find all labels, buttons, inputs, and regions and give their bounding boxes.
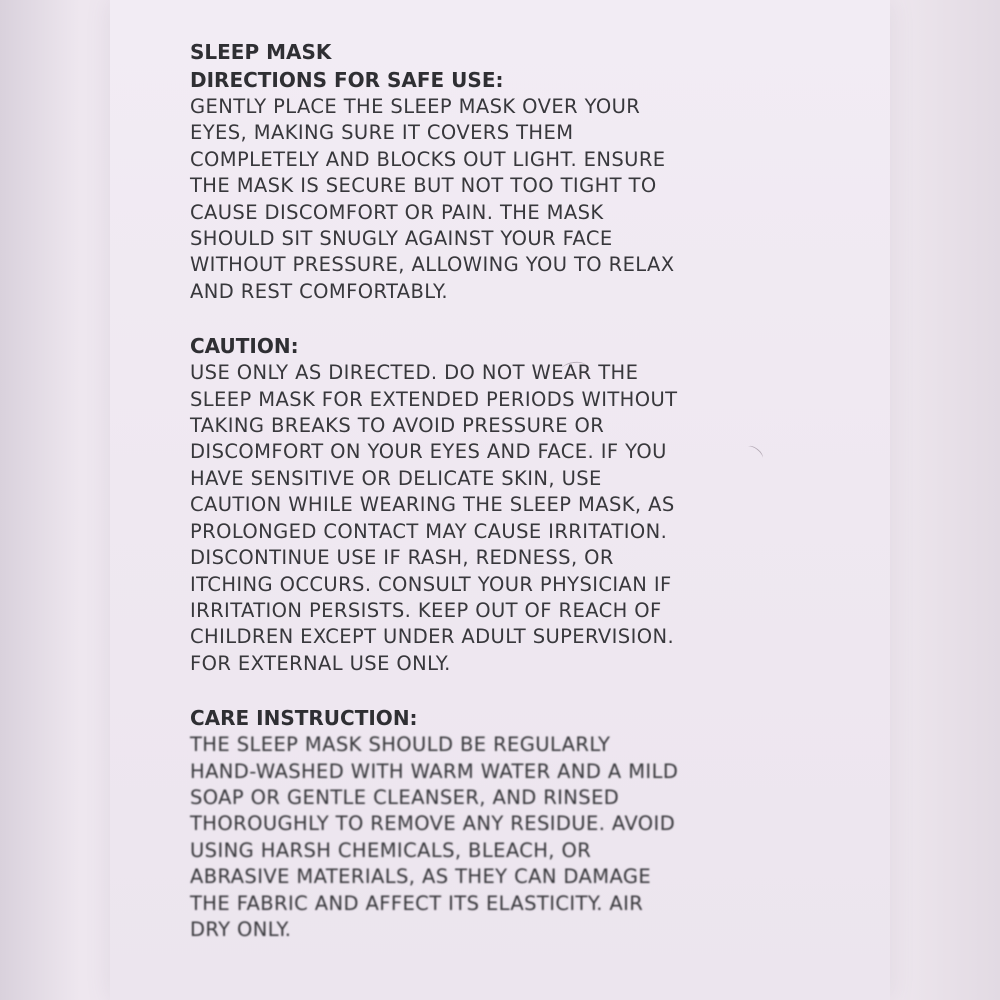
care-section	[190, 704, 830, 943]
caution-line: CHILDREN EXCEPT UNDER ADULT SUPERVISION.	[190, 625, 675, 649]
directions-line: WITHOUT PRESSURE, ALLOWING YOU TO RELAX	[190, 253, 675, 277]
instructions-content	[190, 38, 830, 943]
directions-section	[190, 66, 830, 305]
directions-line: EYES, MAKING SURE IT COVERS THEM	[190, 121, 574, 145]
directions-line: COMPLETELY AND BLOCKS OUT LIGHT. ENSURE	[190, 147, 666, 171]
caution-line: ITCHING OCCURS. CONSULT YOUR PHYSICIAN IF	[190, 572, 672, 596]
caution-line: IRRITATION PERSISTS. KEEP OUT OF REACH OF	[190, 598, 662, 622]
directions-line: GENTLY PLACE THE SLEEP MASK OVER YOUR	[190, 95, 641, 118]
care-line: THOROUGHLY TO REMOVE ANY RESIDUE. AVOID	[190, 812, 676, 836]
caution-line: TAKING BREAKS TO AVOID PRESSURE OR	[190, 414, 605, 438]
caution-heading: CAUTION:	[190, 334, 299, 359]
directions-line: SHOULD SIT SNUGLY AGAINST YOUR FACE	[190, 227, 613, 251]
care-line: THE SLEEP MASK SHOULD BE REGULARLY	[190, 733, 611, 757]
directions-line: AND REST COMFORTABLY.	[190, 279, 448, 303]
caution-line: USE ONLY AS DIRECTED. DO NOT WEAR THE	[190, 361, 639, 385]
caution-section	[190, 332, 830, 677]
care-line: ABRASIVE MATERIALS, AS THEY CAN DAMAGE	[190, 865, 652, 889]
care-heading: CARE INSTRUCTION:	[190, 706, 418, 731]
care-line: USING HARSH CHEMICALS, BLEACH, OR	[190, 838, 592, 862]
care-line: THE FABRIC AND AFFECT ITS ELASTICITY. AIR	[190, 891, 644, 915]
care-line: SOAP OR GENTLE CLEANSER, AND RINSED	[190, 785, 620, 809]
caution-line: FOR EXTERNAL USE ONLY.	[190, 651, 451, 675]
care-body	[190, 732, 830, 943]
care-line: HAND-WASHED WITH WARM WATER AND A MILD	[190, 759, 679, 783]
caution-line: HAVE SENSITIVE OR DELICATE SKIN, USE	[190, 466, 602, 490]
caution-line: PROLONGED CONTACT MAY CAUSE IRRITATION.	[190, 519, 668, 543]
caution-line: CAUTION WHILE WEARING THE SLEEP MASK, AS	[190, 493, 675, 517]
caution-line: SLEEP MASK FOR EXTENDED PERIODS WITHOUT	[190, 387, 678, 411]
directions-body	[190, 94, 830, 305]
product-title: SLEEP MASK	[190, 40, 332, 64]
directions-heading: DIRECTIONS FOR SAFE USE:	[190, 68, 504, 92]
care-line: DRY ONLY.	[190, 917, 292, 941]
directions-line: CAUSE DISCOMFORT OR PAIN. THE MASK	[190, 200, 604, 224]
directions-line: THE MASK IS SECURE BUT NOT TOO TIGHT TO	[190, 174, 657, 198]
caution-body	[190, 360, 830, 677]
caution-line: DISCOMFORT ON YOUR EYES AND FACE. IF YOU	[190, 440, 667, 464]
caution-line: DISCONTINUE USE IF RASH, REDNESS, OR	[190, 546, 614, 570]
